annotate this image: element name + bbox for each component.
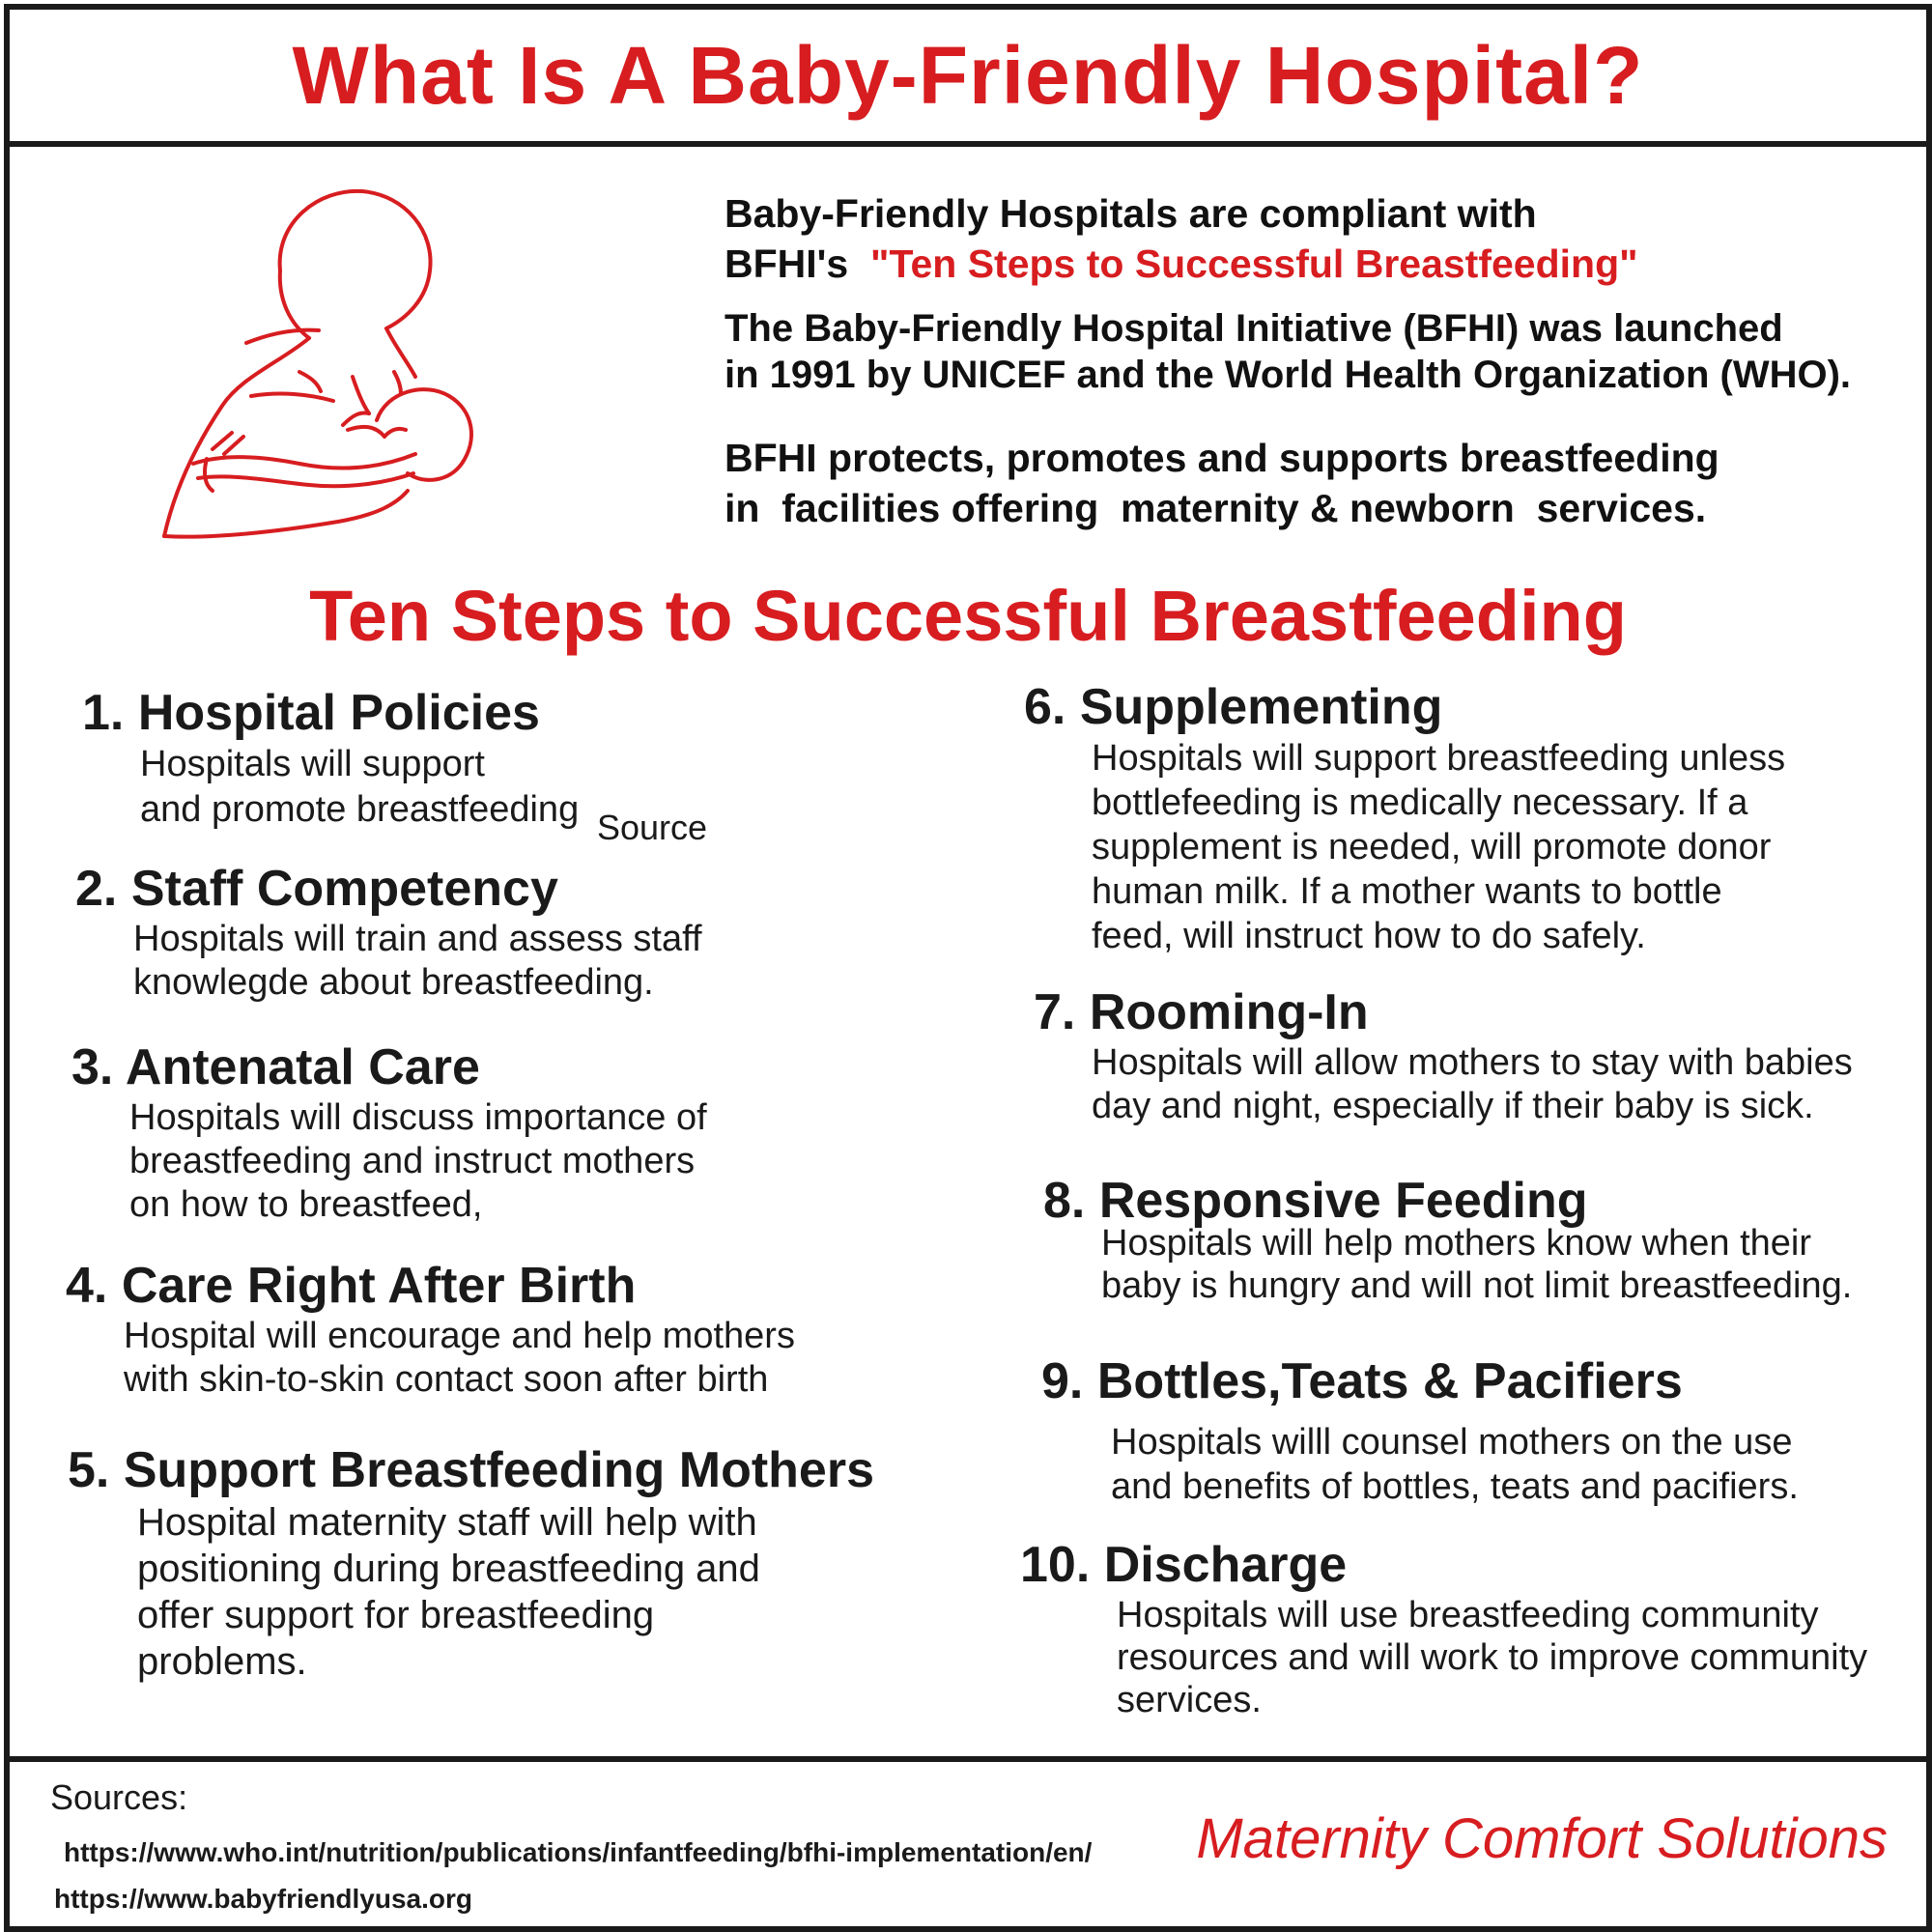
step-desc xyxy=(1092,1041,1853,1128)
step-title: 10. Discharge xyxy=(1020,1537,1348,1593)
intro-launch-line2: in 1991 by UNICEF and the World Health Organization (WHO). xyxy=(724,354,1852,396)
step-desc xyxy=(124,1315,795,1402)
step-2 xyxy=(75,860,702,1005)
step-desc-line: resources and will work to improve community xyxy=(1117,1637,1868,1678)
step-desc-line: Hospitals will support xyxy=(140,744,485,784)
step-3 xyxy=(71,1038,707,1227)
brand-name: Maternity Comfort Solutions xyxy=(1196,1807,1888,1870)
intro-mission-line2: in facilities offering maternity & newborn services. xyxy=(724,486,1707,530)
sources-label: Sources: xyxy=(50,1777,188,1817)
step-desc-line: bottlefeeding is medically necessary. If a xyxy=(1092,782,1748,823)
step-9 xyxy=(1041,1352,1799,1509)
step-desc xyxy=(133,918,702,1005)
step-10 xyxy=(1020,1536,1867,1721)
step-title: 4. Care Right After Birth xyxy=(66,1258,637,1314)
step-5 xyxy=(68,1441,874,1685)
source-note: Source xyxy=(597,808,708,847)
intro-line1: Baby-Friendly Hospitals are compliant with xyxy=(724,191,1537,236)
step-title: 3. Antenatal Care xyxy=(71,1039,480,1095)
step-desc-line: with skin-to-skin contact soon after birth xyxy=(124,1359,769,1400)
intro-launch-line1: The Baby-Friendly Hospital Initiative (BFHI) was launched xyxy=(724,307,1783,350)
step-desc-line: Hospitals will use breastfeeding community xyxy=(1117,1595,1819,1635)
step-desc-line: Hospitals will help mothers know when their xyxy=(1101,1223,1811,1264)
step-desc-line: Hospital maternity staff will help with xyxy=(137,1501,757,1544)
step-8 xyxy=(1043,1172,1852,1307)
step-desc-line: human milk. If a mother wants to bottle xyxy=(1092,871,1722,912)
step-desc-line: positioning during breastfeeding and xyxy=(137,1548,760,1590)
step-desc-line: day and night, especially if their baby is sick. xyxy=(1092,1086,1814,1126)
section-title: Ten Steps to Successful Breastfeeding xyxy=(309,576,1627,656)
step-desc xyxy=(137,1499,874,1685)
step-title: 8. Responsive Feeding xyxy=(1043,1173,1588,1229)
title-bar xyxy=(10,10,1926,147)
step-desc xyxy=(140,742,579,833)
step-desc xyxy=(1101,1222,1852,1307)
source-link-who[interactable]: https://www.who.int/nutrition/publications/infantfeeding/bfhi-implementation/en/ xyxy=(64,1837,1093,1867)
step-desc-line: Hospitals will support breastfeeding unless xyxy=(1092,738,1786,779)
step-desc-line: problems. xyxy=(137,1640,307,1683)
step-desc-line: and benefits of bottles, teats and pacifiers. xyxy=(1111,1466,1799,1507)
page-frame xyxy=(4,4,1932,1932)
step-title: 6. Supplementing xyxy=(1024,679,1443,735)
step-desc-line: Hospitals will train and assess staff xyxy=(133,919,702,959)
step-title: 1. Hospital Policies xyxy=(82,685,540,741)
step-6 xyxy=(1024,678,1785,958)
footer-divider xyxy=(10,1756,1926,1762)
step-desc-line: supplement is needed, will promote donor xyxy=(1092,827,1772,867)
step-desc-line: Hospitals willl counsel mothers on the use xyxy=(1111,1422,1793,1463)
step-title: 7. Rooming-In xyxy=(1034,984,1369,1040)
step-desc-line: knowlegde about breastfeeding. xyxy=(133,962,654,1003)
step-desc-line: Hospitals will discuss importance of xyxy=(129,1097,707,1138)
step-desc xyxy=(1092,736,1785,958)
step-7 xyxy=(1034,983,1853,1128)
step-title: 5. Support Breastfeeding Mothers xyxy=(68,1442,874,1498)
step-desc-line: baby is hungry and will not limit breastfeeding. xyxy=(1101,1265,1853,1306)
step-desc-line: Hospitals will allow mothers to stay with babies xyxy=(1092,1042,1853,1083)
source-link-babyfriendlyusa[interactable]: https://www.babyfriendlyusa.org xyxy=(54,1884,473,1914)
intro-ten-steps-quote: "Ten Steps to Successful Breastfeeding" xyxy=(870,242,1638,286)
step-desc-line: services. xyxy=(1117,1680,1262,1720)
intro-launch xyxy=(724,305,1851,398)
step-desc-line: feed, will instruct how to do safely. xyxy=(1092,916,1646,956)
page-title: What Is A Baby-Friendly Hospital? xyxy=(292,29,1644,121)
step-desc xyxy=(1111,1420,1799,1509)
intro-compliance xyxy=(724,188,1638,289)
intro-line2-prefix: BFHI's xyxy=(724,242,849,286)
intro-mission-line1: BFHI protects, promotes and supports breastfeeding xyxy=(724,436,1719,480)
step-desc-line: breastfeeding and instruct mothers xyxy=(129,1141,696,1181)
mother-breastfeeding-icon xyxy=(155,184,522,551)
step-title: 9. Bottles,Teats & Pacifiers xyxy=(1041,1353,1683,1409)
step-desc-line: offer support for breastfeeding xyxy=(137,1594,655,1636)
step-desc-line: on how to breastfeed, xyxy=(129,1184,483,1225)
step-desc xyxy=(1117,1594,1867,1721)
step-desc-line: and promote breastfeeding xyxy=(140,789,580,830)
step-title: 2. Staff Competency xyxy=(75,861,558,917)
step-4 xyxy=(66,1257,795,1402)
step-1 xyxy=(82,684,579,833)
step-desc xyxy=(129,1096,707,1227)
intro-mission xyxy=(724,433,1719,533)
step-desc-line: Hospital will encourage and help mothers xyxy=(124,1316,795,1356)
